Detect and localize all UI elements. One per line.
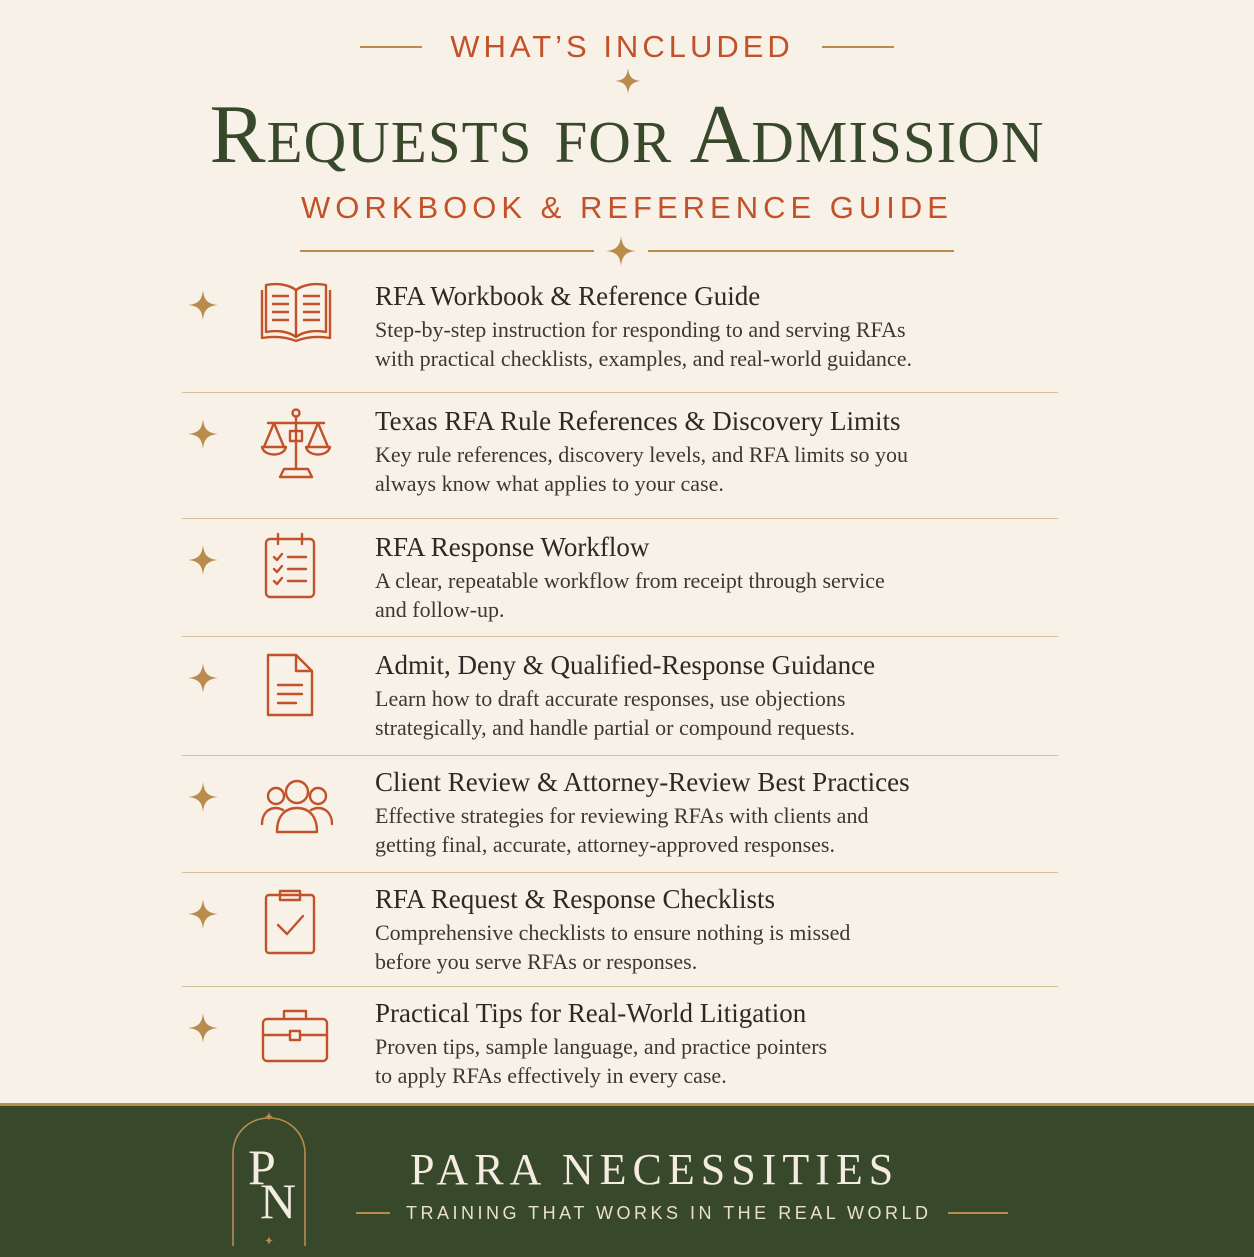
open-book-icon — [260, 278, 332, 344]
item-desc-line: to apply RFAs effectively in every case. — [375, 1063, 727, 1088]
item-desc-line: A clear, repeatable workflow from receipt through service — [375, 568, 885, 593]
page-subtitle: WORKBOOK & REFERENCE GUIDE — [301, 190, 953, 225]
eyebrow-label: WHAT’S INCLUDED — [450, 29, 794, 64]
item-title: Client Review & Attorney-Review Best Practices — [375, 767, 910, 797]
item-desc-line: Key rule references, discovery levels, and RFA limits so you — [375, 442, 908, 467]
list-item — [182, 270, 1058, 393]
tagline-rule-right — [948, 1212, 1008, 1214]
logo-letter-p: P — [248, 1139, 276, 1195]
item-title: RFA Response Workflow — [375, 532, 650, 562]
eyebrow-rule-left — [360, 46, 422, 48]
item-desc-line: Comprehensive checklists to ensure nothing is missed — [375, 920, 851, 945]
item-title: Practical Tips for Real-World Litigation — [375, 998, 807, 1028]
list-item — [182, 519, 1058, 637]
divider-rule-right — [648, 250, 954, 252]
briefcase-icon — [260, 1005, 330, 1065]
brand-tagline: TRAINING THAT WORKS IN THE REAL WORLD — [406, 1202, 932, 1223]
list-item — [182, 873, 1058, 987]
para-necessities-logo — [226, 1110, 312, 1250]
sparkle-bullet-icon — [188, 419, 218, 449]
sparkle-bullet-icon — [188, 782, 218, 812]
list-item — [182, 987, 1058, 1105]
included-items-list — [182, 270, 1058, 1105]
item-desc-line: always know what applies to your case. — [375, 471, 724, 496]
item-desc-line: Proven tips, sample language, and practice pointers — [375, 1034, 828, 1059]
sparkle-bullet-icon — [188, 1013, 218, 1043]
item-title: Texas RFA Rule References & Discovery Limits — [375, 406, 901, 436]
item-desc-line: and follow-up. — [375, 597, 505, 622]
clipboard-checklist-icon — [260, 531, 320, 601]
title-divider — [0, 236, 1254, 266]
item-desc-line: Effective strategies for reviewing RFAs with clients and — [375, 803, 869, 828]
page-title: Requests for Admission — [209, 88, 1045, 181]
item-title: RFA Request & Response Checklists — [375, 884, 776, 914]
item-desc-line: Learn how to draft accurate responses, use objections — [375, 686, 846, 711]
divider-rule-left — [300, 250, 594, 252]
scales-icon — [260, 407, 332, 481]
item-title: Admit, Deny & Qualified-Response Guidance — [375, 650, 876, 680]
sparkle-bullet-icon — [188, 545, 218, 575]
item-desc-line: strategically, and handle partial or compound requests. — [375, 715, 855, 740]
logo-letter-n: N — [260, 1173, 297, 1229]
eyebrow-row — [0, 22, 1254, 72]
item-desc-line: getting final, accurate, attorney-approved responses. — [375, 832, 835, 857]
item-title: RFA Workbook & Reference Guide — [375, 281, 761, 311]
footer-banner — [0, 1103, 1254, 1257]
document-icon — [260, 651, 320, 721]
list-item — [182, 637, 1058, 756]
item-desc-line: before you serve RFAs or responses. — [375, 949, 698, 974]
tagline-rule-left — [356, 1212, 390, 1214]
brand-name: PARA NECESSITIES — [410, 1145, 900, 1194]
tagline-row — [356, 1200, 1042, 1226]
list-item — [182, 756, 1058, 873]
sparkle-bullet-icon — [188, 899, 218, 929]
people-group-icon — [260, 776, 334, 836]
eyebrow-rule-right — [822, 46, 894, 48]
sparkle-bullet-icon — [188, 663, 218, 693]
item-desc-line: with practical checklists, examples, and real-world guidance. — [375, 346, 912, 371]
sparkle-bullet-icon — [188, 290, 218, 320]
clipboard-check-icon — [260, 887, 320, 957]
list-item — [182, 393, 1058, 519]
sparkle-icon — [606, 236, 636, 266]
item-desc-line: Step-by-step instruction for responding to and serving RFAs — [375, 317, 906, 342]
